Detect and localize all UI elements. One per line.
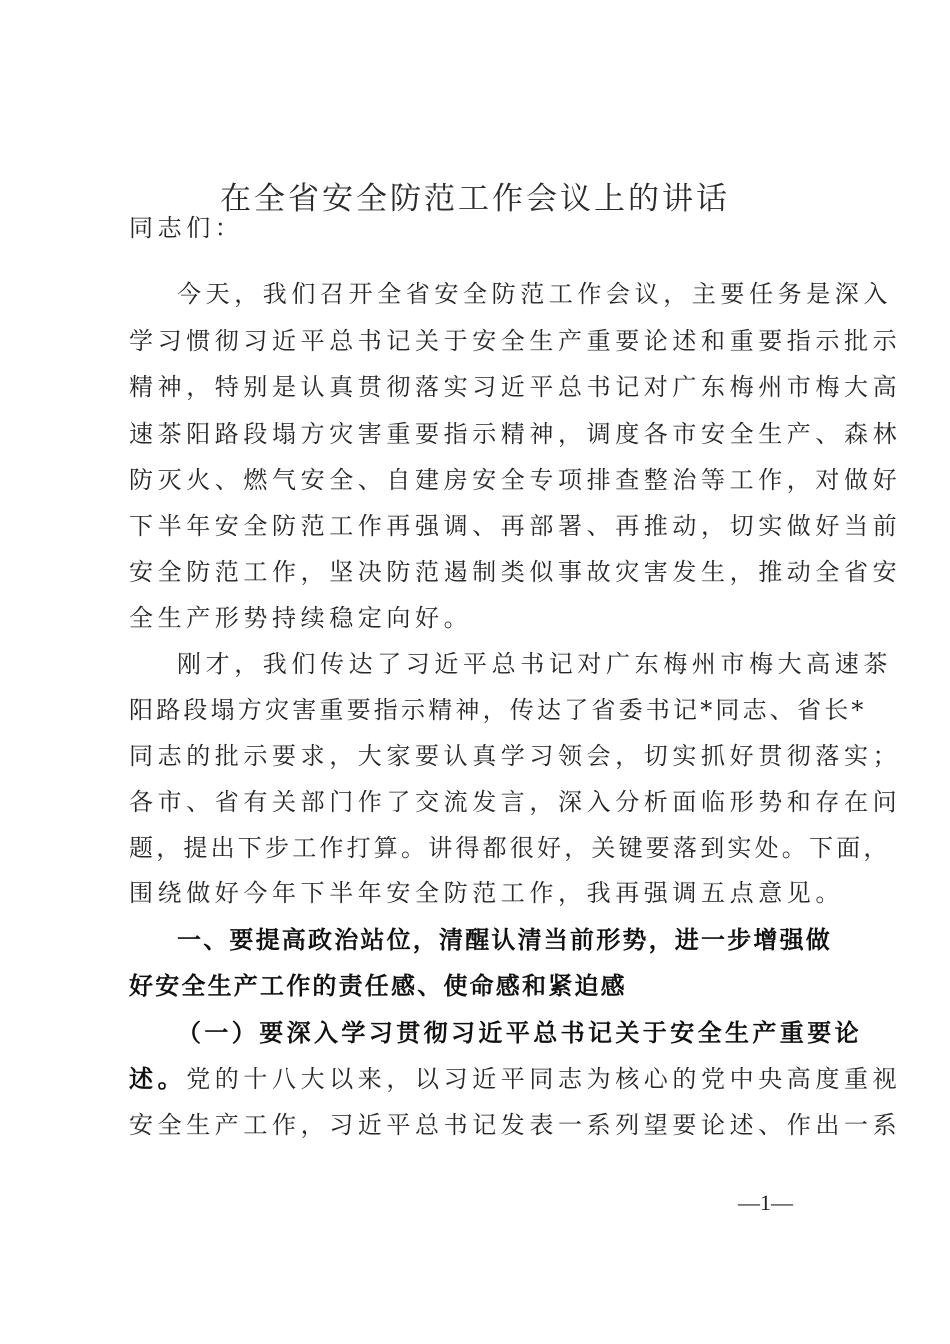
salutation: 同志们： xyxy=(129,214,244,242)
subsection-body-line-1: 党的十八大以来，以习近平同志为核心的党中央高度重视 xyxy=(186,1065,902,1093)
subsection-line-2 xyxy=(129,1056,902,1102)
paragraph-1-line-5: 防灭火、燃气安全、自建房安全专项排查整治等工作，对做好 xyxy=(129,466,902,494)
subsection-body-line-2: 安全生产工作，习近平总书记发表一系列望要论述、作出一系 xyxy=(129,1111,902,1139)
page-number: —1— xyxy=(738,1190,793,1215)
paragraph-2-line-1: 刚才，我们传达了习近平总书记对广东梅州市梅大高速茶 xyxy=(177,650,892,678)
document-title: 在全省安全防范工作会议上的讲话 xyxy=(220,181,730,217)
paragraph-2-line-2: 阳路段塌方灾害重要指示精神，传达了省委书记*同志、省长* xyxy=(129,696,867,724)
paragraph-2-line-4: 各市、省有关部门作了交流发言，深入分析面临形势和存在问 xyxy=(129,788,902,816)
paragraph-1-line-6: 下半年安全防范工作再强调、再部署、再推动，切实做好当前 xyxy=(129,512,902,540)
paragraph-1-line-3: 精神，特别是认真贯彻落实习近平总书记对广东梅州市梅大高 xyxy=(129,373,902,401)
paragraph-1-line-2: 学习惯彻习近平总书记关于安全生产重要论述和重要指示批示 xyxy=(129,327,902,355)
paragraph-1-line-4: 速茶阳路段塌方灾害重要指示精神，调度各市安全生产、森林 xyxy=(129,420,902,448)
paragraph-1-line-1: 今天，我们召开全省安全防范工作会议，主要任务是深入 xyxy=(177,280,892,308)
paragraph-2-line-6: 围绕做好今年下半年安全防范工作，我再强调五点意见。 xyxy=(129,879,844,907)
section-heading-line-1: 一、要提高政治站位，清醒认清当前形势，进一步增强做 xyxy=(177,926,832,954)
paragraph-1-line-8: 全生产形势持续稳定向好。 xyxy=(129,604,473,632)
section-heading-line-2: 好安全生产工作的责任感、使命感和紧迫感 xyxy=(129,972,627,1000)
paragraph-2-line-3: 同志的批示要求，大家要认真学习领会，切实抓好贯彻落实； xyxy=(129,742,902,770)
paragraph-1-line-7: 安全防范工作，坚决防范遏制类似事故灾害发生，推动全省安 xyxy=(129,558,902,586)
paragraph-2-line-5: 题，提出下步工作打算。讲得都很好，关键要落到实处。下面， xyxy=(129,834,891,862)
subsection-heading-end: 述。 xyxy=(129,1064,187,1093)
subsection-heading-line-1: （一）要深入学习贯彻习近平总书记关于安全生产重要论 xyxy=(177,1018,862,1047)
